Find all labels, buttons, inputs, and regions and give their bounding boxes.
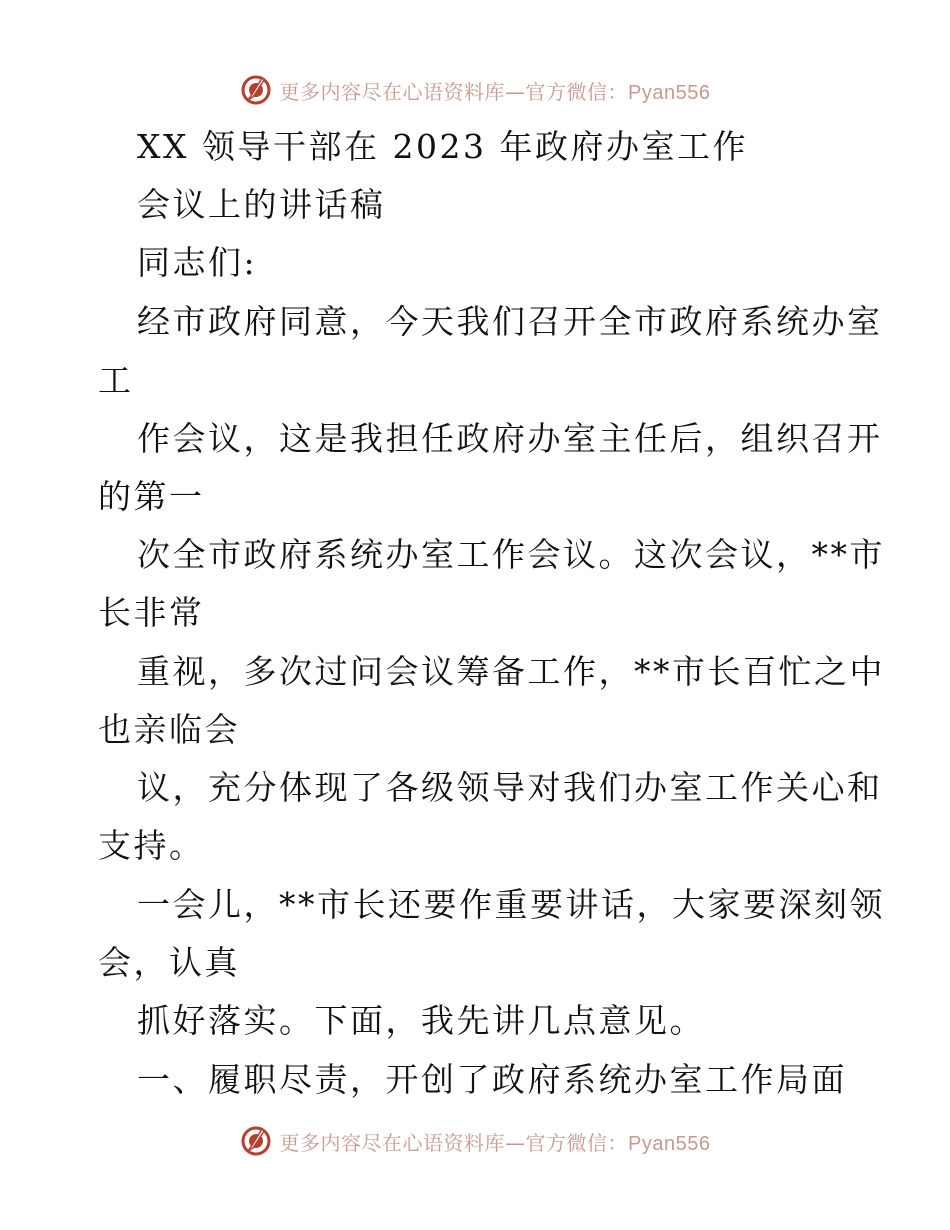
paragraph-line-wrap: 工 (98, 361, 134, 400)
paragraph-line: 抓好落实。下面，我先讲几点意见。 (137, 1001, 705, 1040)
watermark-text: 更多内容尽在心语资料库—官方微信：Pyan556 (279, 1130, 711, 1155)
paragraph-line-wrap: 会，认真 (98, 943, 240, 982)
document-title-line-1: XX 领导干部在 2023 年政府办室工作 (137, 127, 748, 166)
salutation: 同志们: (137, 243, 258, 282)
paragraph-line-wrap: 的第一 (98, 477, 205, 516)
paragraph-line: 作会议，这是我担任政府办室主任后，组织召开 (137, 419, 883, 458)
paragraph-line: 重视，多次过问会议筹备工作，**市长百忙之中 (137, 652, 885, 691)
paragraph-line: 一会儿，**市长还要作重要讲话，大家要深刻领 (137, 885, 885, 924)
watermark-text: 更多内容尽在心语资料库—官方微信：Pyan556 (279, 79, 711, 104)
paragraph-line: 议，充分体现了各级领导对我们办室工作关心和 (137, 768, 883, 807)
paragraph-line-wrap: 长非常 (98, 593, 205, 632)
paragraph-line-wrap: 也亲临会 (98, 710, 240, 749)
paragraph-line-wrap: 支持。 (98, 826, 205, 865)
footer-watermark (0, 1121, 950, 1161)
pen-seal-icon (240, 1125, 272, 1157)
paragraph-line: 经市政府同意，今天我们召开全市政府系统办室 (137, 302, 883, 341)
section-heading: 一、履职尽责，开创了政府系统办室工作局面 (137, 1060, 847, 1099)
document-title-line-2: 会议上的讲话稿 (137, 185, 386, 224)
paragraph-line: 次全市政府系统办室工作会议。这次会议，**市 (137, 535, 885, 574)
